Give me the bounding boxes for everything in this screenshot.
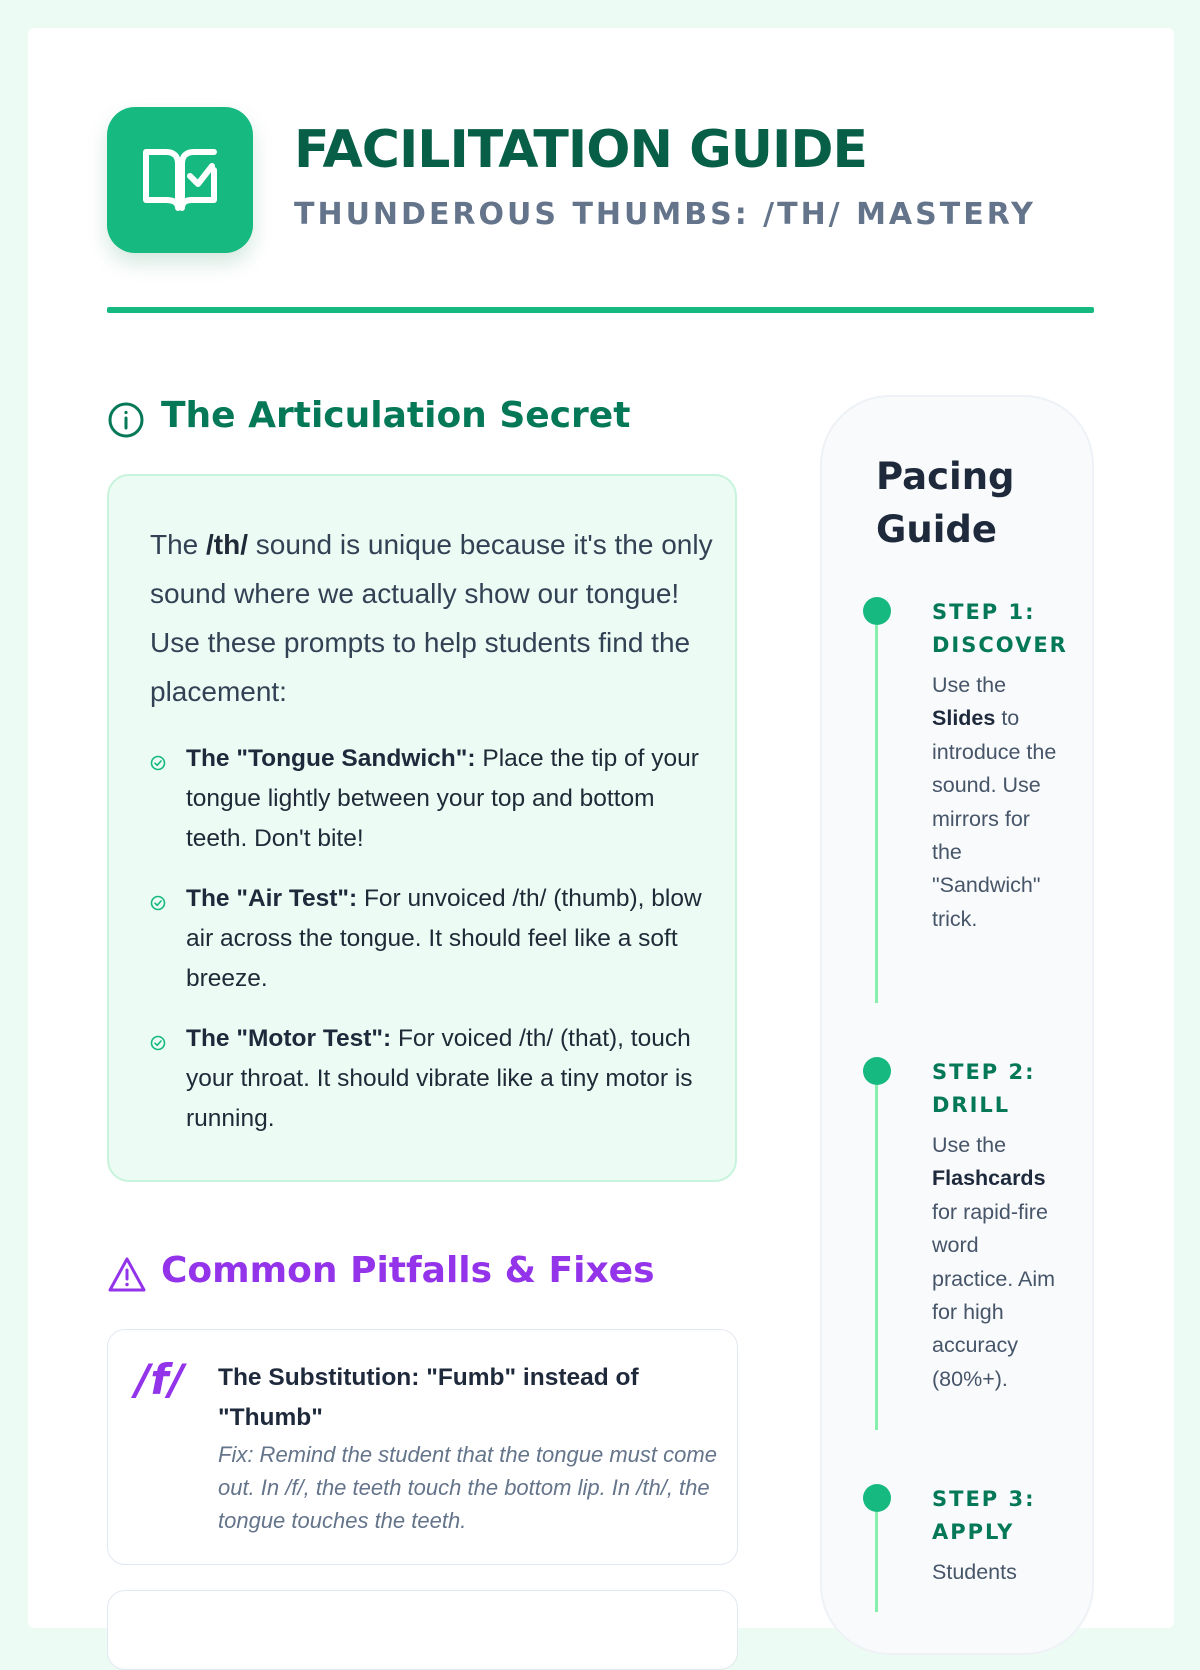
page-subtitle: THUNDEROUS THUMBS: /TH/ MASTERY (294, 197, 1036, 232)
intro-text-end: sound is unique because it's the only sound where we actually show our tongue! Use these prompts to help students find the placement: (150, 529, 713, 707)
pacing-guide-panel (820, 395, 1094, 1655)
warning-triangle-icon (107, 1256, 147, 1294)
pitfall-symbol: /f/ (135, 1355, 184, 1404)
tip-text: For voiced /th/ (that), touch your throat. It should vibrate like a tiny motor is running. (186, 1025, 693, 1132)
step-text: to introduce the sound. Use mirrors for the "Sandwich" trick. (932, 706, 1057, 931)
step-description (932, 1556, 1064, 1589)
tip-item (186, 1019, 706, 1139)
step-label: STEP 2: DRILL (932, 1060, 1036, 1117)
tip-label: The "Air Test": (186, 885, 358, 912)
check-circle-icon (150, 1035, 166, 1051)
step-resource: Slides (932, 706, 996, 731)
step-text: Use the (932, 673, 1007, 697)
check-circle-icon (150, 895, 166, 911)
tip-item (186, 739, 706, 859)
step-connector (875, 625, 878, 1003)
tip-text: Place the tip of your tongue lightly between your top and bottom teeth. Don't bite! (186, 745, 699, 852)
articulation-intro (150, 520, 720, 716)
step-description (932, 1129, 1064, 1396)
step-dot (863, 597, 891, 625)
info-icon (107, 401, 145, 439)
pitfall-title: The Substitution: "Fumb" instead of "Thumb" (218, 1364, 639, 1431)
step-label: STEP 1: DISCOVER (932, 600, 1068, 657)
step-connector (875, 1512, 878, 1612)
step-description (932, 669, 1064, 936)
step-label: STEP 3: APPLY (932, 1487, 1036, 1544)
step-text: Students (932, 1560, 1017, 1584)
intro-text-bold: /th/ (206, 529, 249, 560)
tip-item (186, 879, 706, 999)
pacing-guide-title: Pacing Guide (876, 455, 1015, 551)
tip-label: The "Motor Test": (186, 1025, 392, 1052)
step-text: for rapid-fire word practice. Aim for high accuracy (80%+). (932, 1199, 1056, 1391)
header-divider (107, 307, 1094, 313)
page-title: FACILITATION GUIDE (294, 120, 868, 180)
step-connector (875, 1085, 878, 1430)
pitfall-card (107, 1590, 738, 1670)
tip-text: For unvoiced /th/ (thumb), blow air across the tongue. It should feel like a soft breeze. (186, 885, 702, 992)
intro-text-start: The (150, 529, 207, 560)
pitfall-fix: Fix: Remind the student that the tongue must come out. In /f/, the teeth touch the bottom lip. In /th/, the tongue touches the teeth. (218, 1442, 717, 1533)
articulation-heading-text: The Articulation Secret (161, 395, 631, 436)
step-text: Use the (932, 1133, 1007, 1157)
book-check-icon (140, 140, 220, 220)
step-dot (863, 1057, 891, 1085)
tip-label: The "Tongue Sandwich": (186, 745, 476, 772)
step-dot (863, 1484, 891, 1512)
pitfalls-heading-text: Common Pitfalls & Fixes (161, 1250, 655, 1291)
check-circle-icon (150, 755, 166, 771)
step-resource: Flashcards (932, 1166, 1046, 1191)
logo-badge (107, 107, 253, 253)
